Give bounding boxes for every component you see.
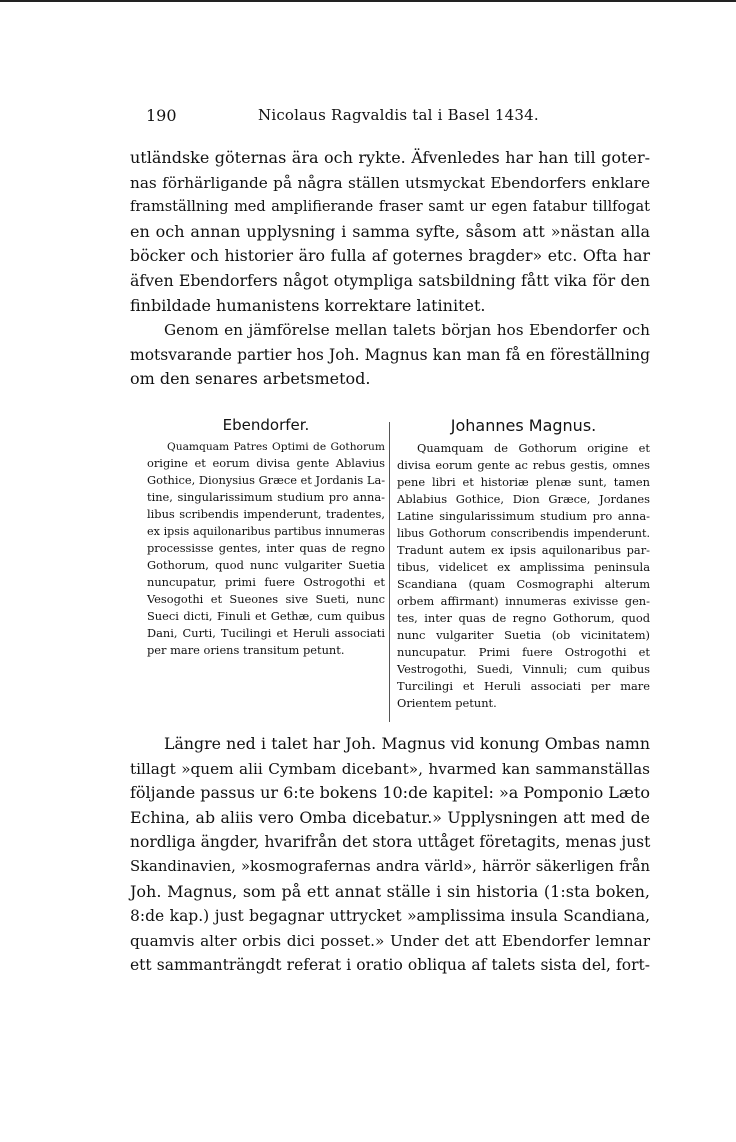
text-line: nordliga ängder, hvarifrån det stora uttåget företagits, menas just	[130, 833, 651, 852]
column-line: Gothice, Dionysius Græce et Jordanis La-	[147, 473, 386, 487]
column-line: nuncupatur, primi fuere Ostrogothi et	[147, 575, 385, 589]
text-line: om den senares arbetsmetod.	[130, 369, 371, 389]
ebendorfer-column	[147, 414, 385, 659]
column-line: Dani, Curti, Tucilingi et Heruli associati	[147, 626, 385, 640]
text-line: Skandinavien, »kosmografernas andra värld», härrör säkerligen från	[130, 857, 650, 875]
column-line: Tradunt autem ex ipsis aquilonaribus par-	[397, 543, 650, 557]
text-line: framställning med amplifierande fraser samt ur egen fatabur tillfogat	[130, 199, 650, 216]
text-line: tillagt »quem alii Cymbam dicebant», hvarmed kan sammanställas	[130, 759, 650, 778]
column-line: pene libri et historiæ plenæ sunt, tamen	[397, 475, 650, 489]
paragraph-3	[130, 732, 650, 978]
column-line: libus scribendis impenderunt, tradentes,	[147, 507, 385, 521]
column-line: Orientem petunt.	[397, 696, 497, 710]
page-header	[146, 106, 646, 132]
column-line: per mare oriens transitum petunt.	[147, 643, 345, 657]
text-line: quamvis alter orbis dici posset.» Under det att Ebendorfer lemnar	[130, 931, 650, 950]
text-line: 8:de kap.) just begagnar uttrycket »amplissima insula Scandiana,	[130, 907, 650, 926]
column-line: libus Gothorum conscribendis impenderunt.	[397, 527, 650, 540]
column-line: Quamquam de Gothorum origine et	[417, 441, 650, 455]
column-line: Latine singularissimum studium pro anna-	[397, 509, 650, 523]
text-line: följande passus ur 6:te bokens 10:de kapitel: »a Pomponio Læto	[130, 783, 651, 803]
text-line: ett sammanträngdt referat i oratio obliqua af talets sista del, fort-	[130, 956, 650, 975]
column-divider	[389, 422, 390, 722]
johannes-magnus-title: Johannes Magnus.	[450, 416, 597, 435]
text-line: finbildade humanistens korrektare latinitet.	[130, 295, 486, 315]
ebendorfer-title: Ebendorfer.	[222, 416, 310, 434]
column-line: Sueci dicti, Finuli et Gethæ, cum quibus	[147, 609, 385, 623]
text-line: utländske göternas ära och rykte. Äfvenledes har han till goter-	[130, 148, 650, 167]
text-line: en och annan upplysning i samma syfte, såsom att »nästan alla	[130, 221, 650, 241]
column-line: Gothorum, quod nunc vulgariter Suetia	[147, 558, 385, 572]
column-line: nunc vulgariter Suetia (ob vicinitatem)	[397, 628, 650, 642]
text-line: äfven Ebendorfers något otympliga satsbildning fått vika för den	[130, 270, 650, 290]
text-line: Joh. Magnus, som på ett annat ställe i sin historia (1:sta boken,	[130, 881, 650, 901]
column-line: Turcilingi et Heruli associati per mare	[397, 679, 650, 693]
johannes-magnus-column	[397, 414, 650, 712]
column-line: tine, singularissimum studium pro anna-	[147, 490, 385, 504]
page-top-border	[0, 0, 736, 2]
paragraph-2	[130, 318, 650, 392]
column-line: Scandiana (quam Cosmographi alterum	[397, 577, 650, 591]
column-line: ex ipsis aquilonaribus partibus innumeras	[147, 525, 385, 538]
column-line: divisa eorum gente ac rebus gestis, omnes	[397, 458, 650, 472]
text-line: böcker och historier äro fulla af goternes bragder» etc. Ofta har	[130, 246, 650, 266]
column-line: Quamquam Patres Optimi de Gothorum	[167, 440, 385, 453]
column-line: tibus, videlicet ex amplissima peninsula	[397, 560, 650, 574]
running-title: Nicolaus Ragvaldis tal i Basel 1434.	[258, 106, 539, 124]
paragraph-1	[130, 146, 650, 318]
page-number: 190	[146, 106, 177, 125]
text-line: motsvarande partier hos Joh. Magnus kan man få en föreställning	[130, 345, 650, 364]
text-line: Längre ned i talet har Joh. Magnus vid konung Ombas namn	[164, 734, 650, 753]
column-line: nuncupatur. Primi fuere Ostrogothi et	[397, 645, 650, 659]
column-line: origine et eorum divisa gente Ablavius	[147, 456, 385, 470]
column-line: tes, inter quas de regno Gothorum, quod	[397, 611, 650, 625]
column-line: Vesogothi et Sueones sive Sueti, nunc	[147, 592, 385, 606]
column-line: Ablabius Gothice, Dion Græce, Jordanes	[397, 492, 650, 506]
text-line: Echina, ab aliis vero Omba dicebatur.» Upplysningen att med de	[130, 807, 650, 827]
column-line: orbem affirmant) innumeras exivisse gen-	[397, 594, 650, 608]
column-line: processisse gentes, inter quas de regno	[147, 541, 385, 555]
text-line: nas förhärligande på några ställen utsmyckat Ebendorfers enklare	[130, 173, 650, 192]
text-line: Genom en jämförelse mellan talets början hos Ebendorfer och	[164, 321, 650, 339]
column-line: Vestrogothi, Suedi, Vinnuli; cum quibus	[397, 662, 650, 676]
